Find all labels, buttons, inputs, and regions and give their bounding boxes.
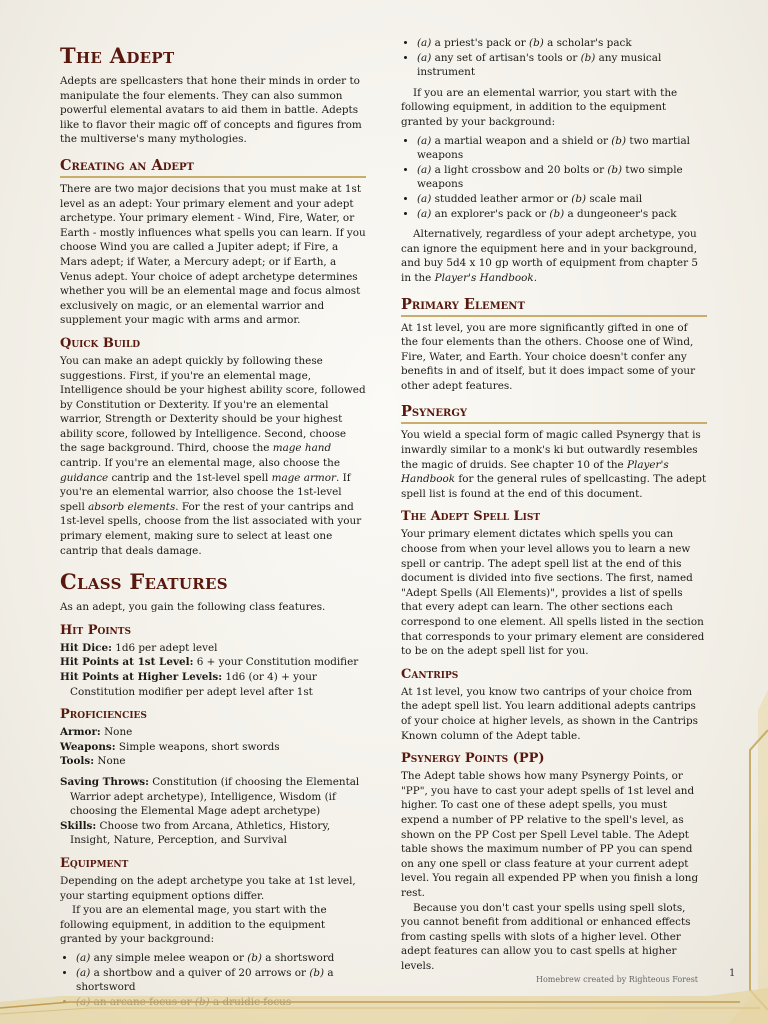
equipment-paragraph-3: If you are an elemental warrior, you start with the following equipment, in addition to the equipment granted by your background: [401,86,678,128]
hit-points-heading: Hit Points [60,622,131,638]
primary-element-heading: Primary Element [401,296,707,317]
page-title: The Adept [60,43,175,68]
equipment-paragraph-4: Alternatively, regardless of your adept archetype, you can ignore the equipment here and in your background, and buy 5d4 x 10 gp worth of equipment from chapter 5 in the Player's Handbook. [401,228,698,284]
proficiencies-heading: Proficiencies [60,707,147,723]
creating-paragraph: There are two major decisions that you must make at 1st level as an adept: Your primary element and your adept archetype. Your primary element - Wind, Fire, Water, or Earth - mostly influences what spells you can learn. If you choose Wind you are called a Jupiter adept; if Fire, a Mars adept; if Water, a Mercury adept; or if Earth, a Venus adept. Your choice of adept archetype determines whether you will be an elemental mage and focus almost exclusively on magic, or an elemental warrior and supplement your magic with arms and armor. [60,182,366,327]
psynergy-points-paragraph-1: The Adept table shows how many Psynergy Points, or "PP", you have to cast your adept spells of 1st level and higher. To cast one of these adept spells, you must expend a number of PP relative to the spell's level, as shown on the PP Cost per Spell Level table. The Adept table shows the maximum number of PP you can spend on any one spell or class feature at your current adept level. You regain all expended PP when you finish a long rest. [401,770,699,899]
psynergy-heading: Psynergy [401,403,707,424]
list-item: • (a) a shortbow and a quiver of 20 arrows or (b) a shortsword [76,966,366,995]
list-item: • (a) a martial weapon and a shield or (b) two martial weapons [417,134,707,163]
warrior-equipment-list [401,134,707,222]
primary-element-paragraph: At 1st level, you are more significantly gifted in one of the four elements than the others. Choose one of Wind, Fire, Water, and Earth. Your choice doesn't confer any benefits in and of itself, but it does impact some of your other adept features. [401,321,696,392]
armor-line: Armor: None [60,726,133,739]
psynergy-points-heading: Psynergy Points (PP) [401,751,545,767]
skills-line: Skills: Choose two from Arcana, Athletics, History, Insight, Nature, Perception, and Survival [60,819,331,847]
equipment-paragraph-1: Depending on the adept archetype you take at 1st level, your starting equipment options differ. [60,874,356,902]
list-item: • (a) any set of artisan's tools or (b) any musical instrument [417,51,707,80]
list-item: • (a) studded leather armor or (b) scale mail [417,192,707,207]
equipment-heading: Equipment [60,855,129,871]
right-column [401,36,707,973]
intro-paragraph: Adepts are spellcasters that hone their minds in order to manipulate the four elements. They can also summon powerful elemental avatars to aid them in battle. Adepts like to flavor their magic off of concepts and figures from the multiverse's many mythologies. [60,75,362,146]
left-column [60,36,366,1015]
equipment-paragraph-2: If you are an elemental mage, you start with the following equipment, in addition to the equipment granted by your background: [60,904,327,946]
psynergy-points-paragraph-2: Because you don't cast your spells using spell slots, you cannot benefit from additional or enhanced effects from casting spells with slots of a higher level. Other adept features can allow you to cast spells at higher levels. [401,901,691,972]
quick-build-paragraph: You can make an adept quickly by following these suggestions. First, if you're an elemental mage, Intelligence should be your highest ability score, followed by Constitution or Dexterity. If you're an elemental warrior, Strength or Dexterity should be your highest ability score, followed by Intelligence. Second, choose the sage background. Third, choose the mage hand cantrip. If you're an elemental mage, also choose the guidance cantrip and the 1st-level spell mage armor. If you're an elemental warrior, also choose the 1st-level spell absorb elements. For the rest of your cantrips and 1st-level spells, choose from the list associated with your primary element, making sure to select at least one cantrip that deals damage. [60,354,366,557]
hp-first-level-line: Hit Points at 1st Level: 6 + your Constitution modifier [60,656,359,669]
cantrips-heading: Cantrips [401,666,459,682]
list-item: • (a) a priest's pack or (b) a scholar's pack [417,36,707,51]
weapons-line: Weapons: Simple weapons, short swords [60,740,280,753]
creating-heading: Creating an Adept [60,157,366,178]
mage-equipment-list-continued [401,36,707,80]
list-item: • (a) any simple melee weapon or (b) a shortsword [76,951,366,966]
class-features-intro: As an adept, you gain the following class features. [60,601,326,614]
psynergy-paragraph: You wield a special form of magic called Psynergy that is inwardly similar to a monk's ki but outwardly resembles the magic of druids. See chapter 10 of the Player's Handbook for the general rules of spellcasting. The adept spell list is found at the end of this document. [401,429,707,500]
page-number: 1 [729,968,736,979]
hp-higher-levels-line: Hit Points at Higher Levels: 1d6 (or 4) + your Constitution modifier per adept level after 1st [60,671,317,698]
hit-dice-line: Hit Dice: 1d6 per adept level [60,641,218,654]
list-item: • (a) a light crossbow and 20 bolts or (b) two simple weapons [417,163,707,192]
list-item: • (a) an explorer's pack or (b) a dungeoneer's pack [417,207,707,222]
saving-throws-line: Saving Throws: Constitution (if choosing the Elemental Warrior adept archetype), Intelligence, Wisdom (if choosing the Elemental Mage adept archetype) [60,775,360,818]
spell-list-heading: The Adept Spell List [401,509,541,525]
tools-line: Tools: None [60,755,126,768]
footer-credit: Homebrew created by Righteous Forest [536,975,699,984]
footer-decoration [0,988,768,1024]
cantrips-paragraph: At 1st level, you know two cantrips of your choice from the adept spell list. You learn additional adepts cantrips of your choice at higher levels, as shown in the Cantrips Known column of the Adept table. [401,685,698,742]
quick-build-heading: Quick Build [60,335,141,351]
spell-list-paragraph: Your primary element dictates which spells you can choose from when your level allows you to learn a new spell or cantrip. The adept spell list at the end of this document is divided into five sections. The first, named "Adept Spells (All Elements)", provides a list of spells that every adept can learn. The other sections each correspond to one element. All spells listed in the section that corresponds to your primary element are considered to be on the adept spell list for you. [401,528,705,658]
class-features-title: Class Features [60,569,228,595]
